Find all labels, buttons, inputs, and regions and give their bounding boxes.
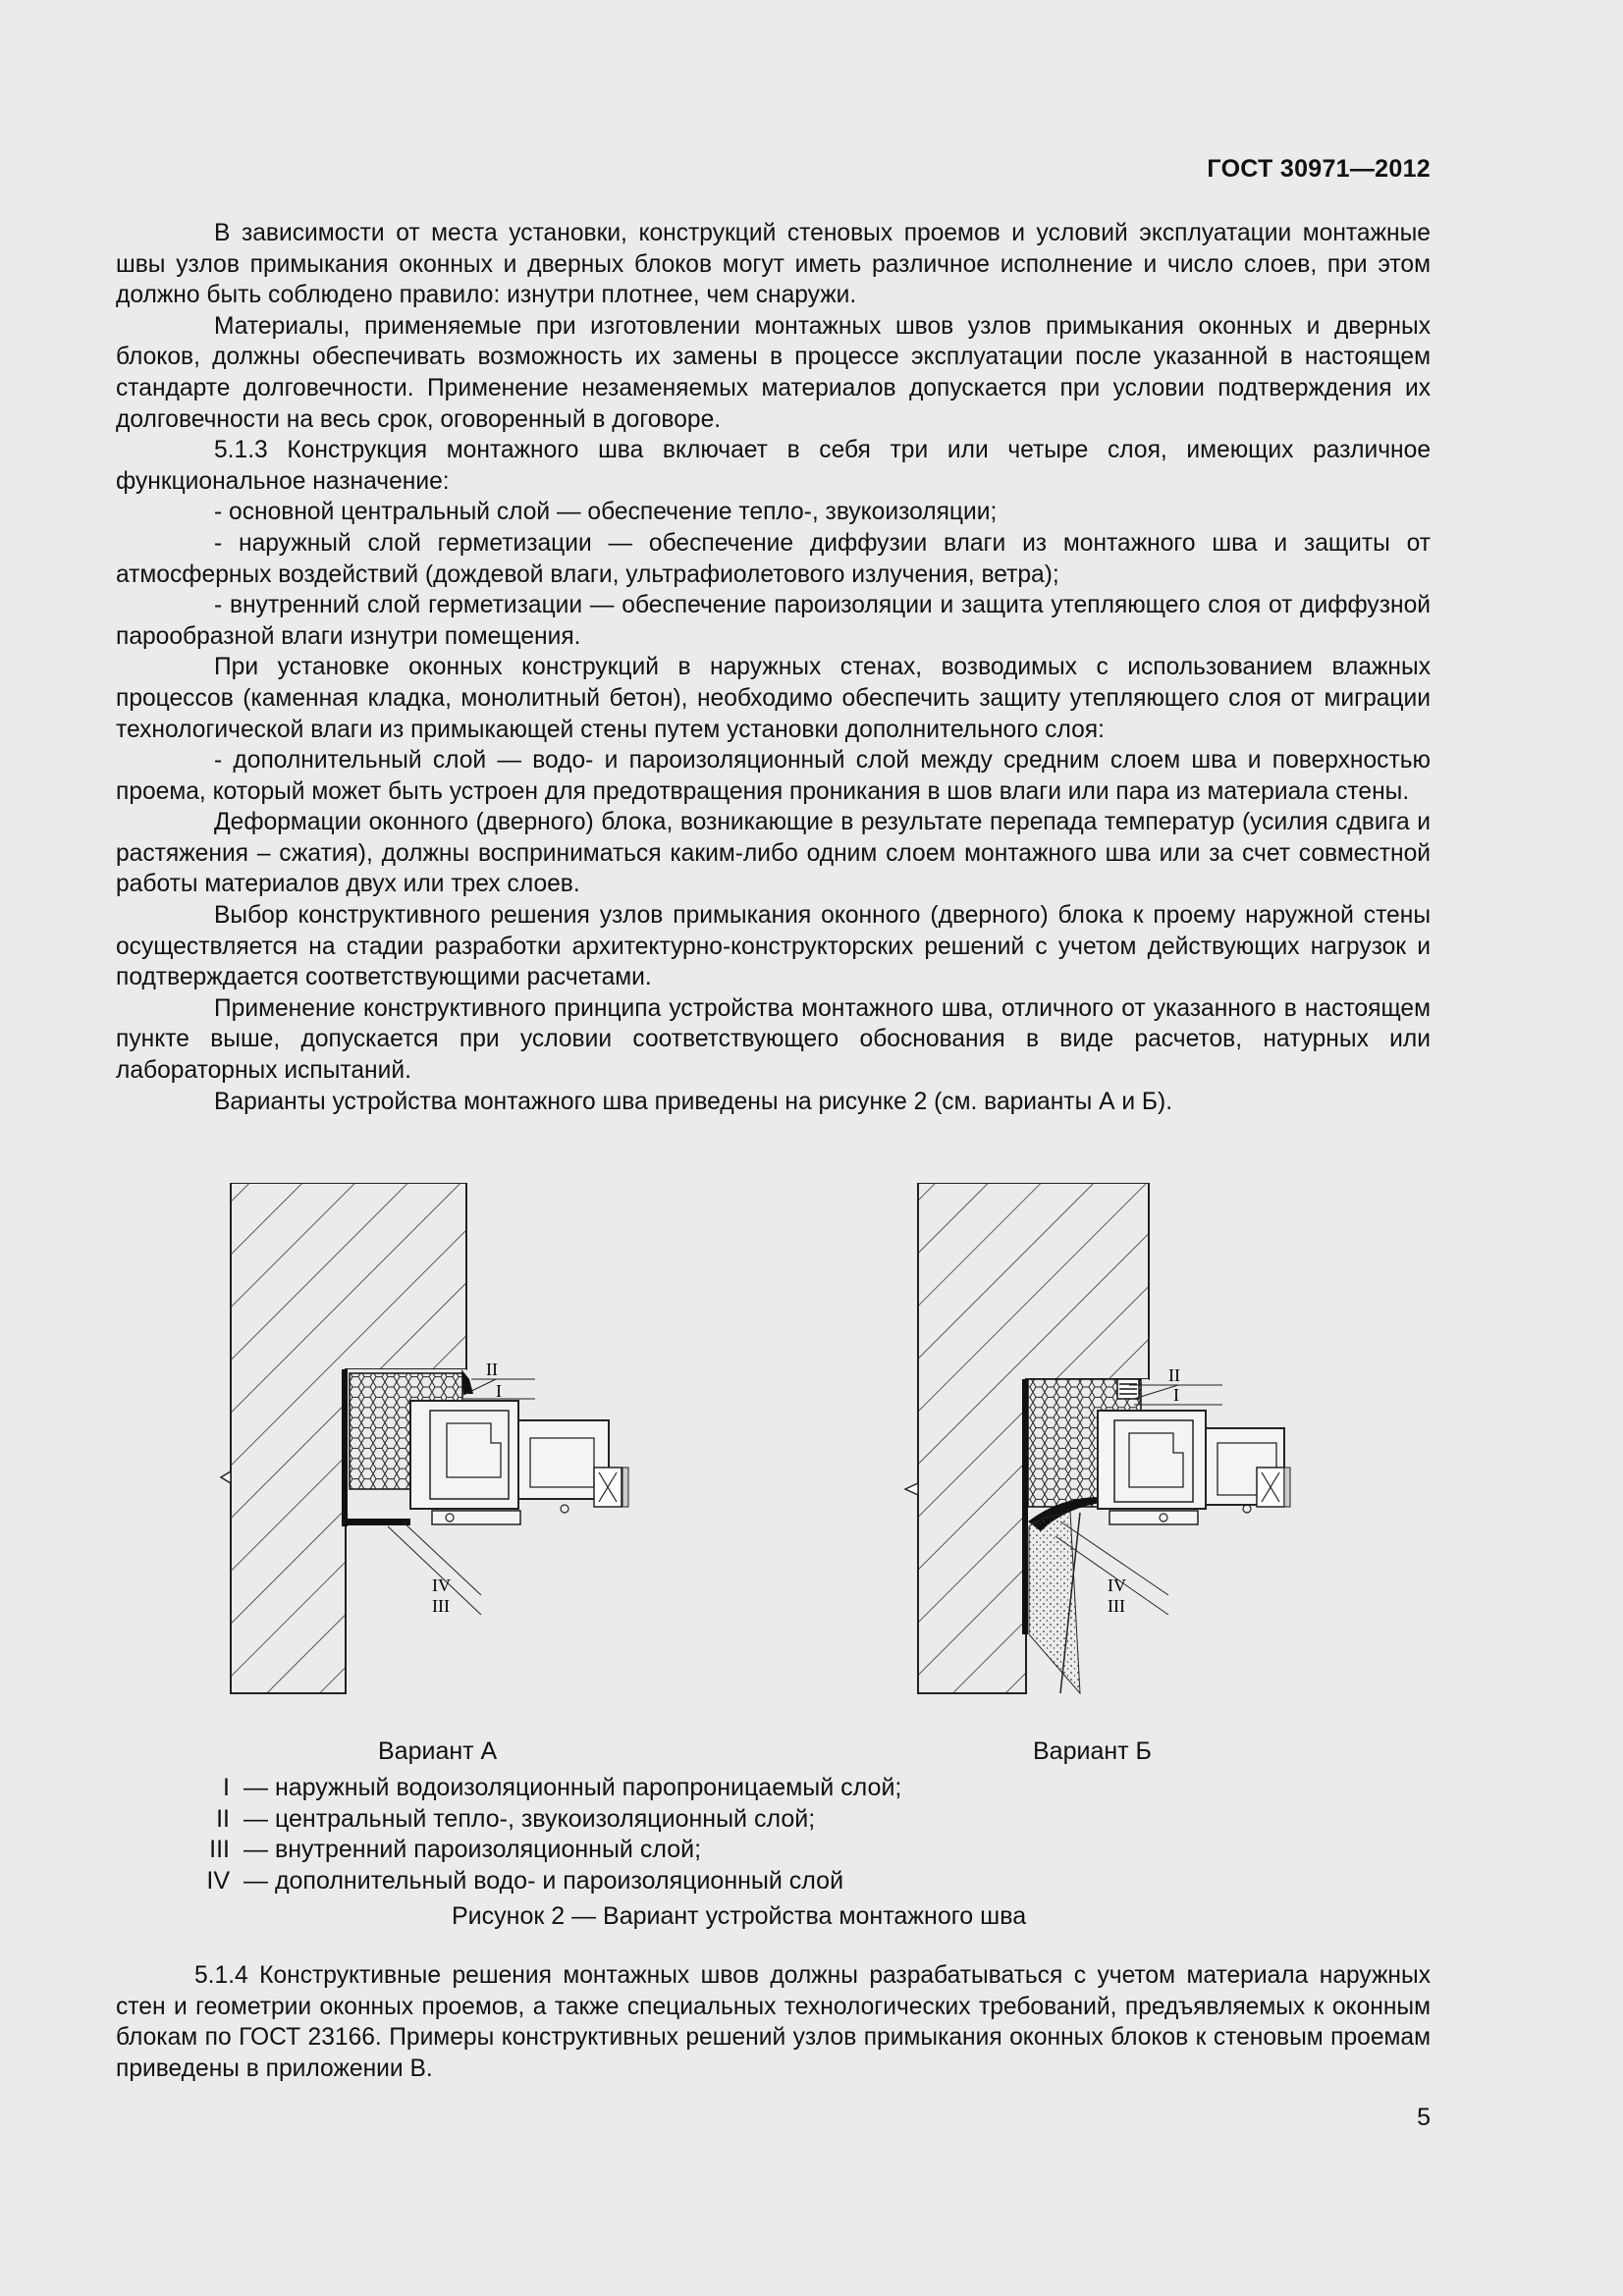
document-header: ГОСТ 30971—2012: [1207, 155, 1431, 183]
list-item: - дополнительный слой — водо- и пароизоляционный слой между средним слоем шва и поверхностью проема, который может быть устроен для предотвращения проникания в шов влаги или пара из материала стены.: [116, 747, 1431, 805]
callout-b-ii: II: [1168, 1365, 1180, 1385]
callout-a-iii: III: [432, 1596, 450, 1616]
callout-a-i: I: [496, 1381, 502, 1401]
body-text: [116, 218, 1431, 1117]
legend-num: IV: [206, 1866, 230, 1895]
paragraph: Выбор конструктивного решения узлов примыкания оконного (дверного) блока к проему наружной стены осуществляется на стадии разработки архитектурно-конструкторских решений с учетом действующих нагрузок и подтверждается соответствующими расчетами.: [116, 902, 1431, 991]
variant-b-label: Вариант Б: [1033, 1737, 1152, 1765]
paragraph: 5.1.3 Конструкция монтажного шва включает в себя три или четыре слоя, имеющих различное функциональное назначение:: [116, 437, 1431, 495]
variant-b-drawing: [905, 1183, 1290, 1693]
paragraph: Варианты устройства монтажного шва приведены на рисунке 2 (см. варианты А и Б).: [214, 1088, 1173, 1115]
callout-b-i: I: [1173, 1385, 1179, 1405]
callout-a-iv: IV: [432, 1575, 451, 1595]
legend-text: — внутренний пароизоляционный слой;: [243, 1836, 702, 1863]
list-item: - внутренний слой герметизации — обеспечение пароизоляции и защита утепляющего слоя от диффузной парообразной влаги изнутри помещения.: [116, 592, 1431, 650]
legend-text: — наружный водоизоляционный паропроницаемый слой;: [243, 1774, 902, 1801]
callout-a-ii: II: [486, 1360, 498, 1379]
legend-num: III: [209, 1836, 230, 1863]
variant-a-label: Вариант А: [378, 1737, 498, 1765]
legend-num: I: [223, 1774, 230, 1801]
figure-seam-variants: [196, 1183, 1335, 1742]
paragraph: При установке оконных конструкций в наружных стенах, возводимых с использованием влажных процессов (каменная кладка, монолитный бетон), необходимо обеспечить защиту утепляющего слоя от миграции технологической влаги из примыкающей стены путем установки дополнительного слоя:: [116, 654, 1431, 743]
paragraph: Применение конструктивного принципа устройства монтажного шва, отличного от указанного в настоящем пункте выше, допускается при условии соответствующего обоснования в виде расчетов, натурных или лабораторных испытаний.: [116, 994, 1431, 1085]
list-item: - наружный слой герметизации — обеспечение диффузии влаги из монтажного шва и защиты от атмосферных воздействий (дождевой влаги, ультрафиолетового излучения, ветра);: [116, 529, 1431, 588]
legend-num: II: [216, 1804, 230, 1833]
variant-a-drawing: [221, 1183, 628, 1693]
callout-b-iii: III: [1108, 1596, 1125, 1616]
section-5-1-4: [116, 1960, 1431, 2084]
legend-row: [187, 1773, 901, 1804]
paragraph: Материалы, применяемые при изготовлении монтажных швов узлов примыкания оконных и дверных блоков, должны обеспечивать возможность их замены в процессе эксплуатации после указанной в настоящем стандарте долговечности. Применение незаменяемых материалов допускается при условии подтверждения их долговечности на весь срок, оговоренный в договоре.: [116, 312, 1431, 433]
legend-text: — центральный тепло-, звукоизоляционный слой;: [243, 1804, 816, 1833]
paragraph: 5.1.4 Конструктивные решения монтажных швов должны разрабатываться с учетом материала наружных стен и геометрии оконных проемов, а также специальных технологических требований, предъявляемых к оконным блокам по ГОСТ 23166. Примеры конструктивных решений узлов примыкания оконных блоков к стеновым проемам приведены в приложении В.: [116, 1962, 1431, 2082]
legend-row: [187, 1835, 901, 1866]
callout-b-iv: IV: [1108, 1575, 1126, 1595]
legend-text: — дополнительный водо- и пароизоляционный слой: [243, 1866, 844, 1895]
figure-caption: Рисунок 2 — Вариант устройства монтажного шва: [452, 1902, 1027, 1930]
paragraph: Деформации оконного (дверного) блока, возникающие в результате перепада температур (усилия сдвига и растяжения – сжатия), должны восприниматься каким-либо одним слоем монтажного шва или за счет совместной работы материалов двух или трех слоев.: [116, 809, 1431, 898]
legend-row: [187, 1804, 901, 1836]
legend-row: [187, 1866, 901, 1897]
page-number: 5: [1417, 2104, 1431, 2131]
list-item: - основной центральный слой — обеспечение тепло-, звукоизоляции;: [214, 499, 998, 526]
paragraph: В зависимости от места установки, конструкций стеновых проемов и условий эксплуатации монтажные швы узлов примыкания оконных и дверных блоков могут иметь различное исполнение и число слоев, при этом должно быть соблюдено правило: изнутри плотнее, чем снаружи.: [116, 220, 1431, 309]
figure-legend: [187, 1773, 901, 1896]
